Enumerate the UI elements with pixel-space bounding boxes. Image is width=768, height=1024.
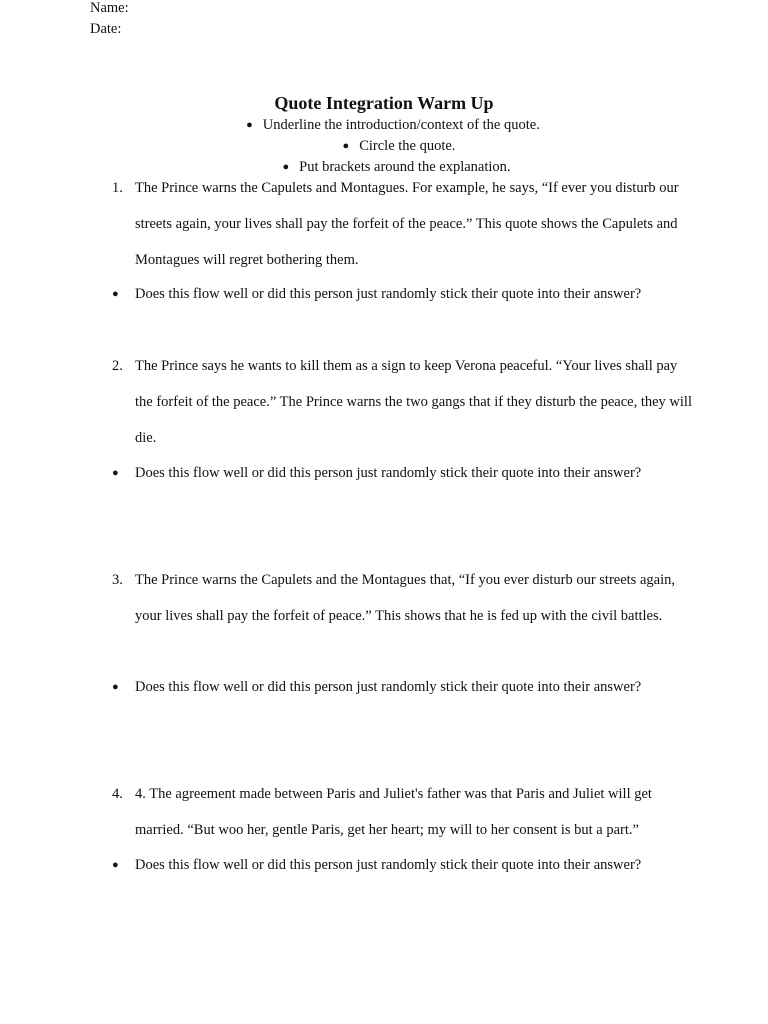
bullet-icon: ● (246, 119, 253, 131)
question-text: Does this flow well or did this person just randomly stick their quote into their answer? (135, 857, 642, 873)
item-text: The Prince says he wants to kill them as a sign to keep Verona peaceful. “Your lives shall pay the forfeit of the peace.” The Prince warns the two gangs that if they disturb the peace, they will die. (135, 358, 692, 446)
instruction-item (0, 136, 768, 156)
question-text: Does this flow well or did this person just randomly stick their quote into their answer? (135, 465, 642, 481)
numbered-item (112, 170, 692, 278)
question-line (112, 677, 712, 697)
item-text: The Prince warns the Capulets and the Montagues that, “If you ever disturb our streets again, your lives shall pay the forfeit of peace.” This shows that he is fed up with the civil battles. (135, 572, 675, 624)
question-text: Does this flow well or did this person just randomly stick their quote into their answer? (135, 286, 642, 302)
question-line (112, 463, 712, 483)
item-number: 1. (112, 180, 123, 196)
instruction-item (0, 115, 768, 135)
item-number: 3. (112, 572, 123, 588)
question-text: Does this flow well or did this person just randomly stick their quote into their answer? (135, 679, 642, 695)
item-text: The Prince warns the Capulets and Montagues. For example, he says, “If ever you disturb our streets again, your lives shall pay the forfeit of the peace.” This quote shows the Capulets and Montagues will regret bothering them. (135, 180, 679, 268)
bullet-icon: ● (112, 859, 119, 871)
item-number: 4. (112, 786, 123, 802)
item-number: 2. (112, 358, 123, 374)
date-label: Date: (90, 21, 122, 37)
question-line (112, 284, 712, 304)
instruction-text: Circle the quote. (359, 138, 456, 154)
instruction-text: Underline the introduction/context of the quote. (262, 117, 540, 133)
instruction-text: Put brackets around the explanation. (299, 159, 511, 175)
page-title: Quote Integration Warm Up (274, 93, 494, 113)
name-label: Name: (90, 0, 129, 16)
bullet-icon: ● (112, 288, 119, 300)
item-text: 4. The agreement made between Paris and Juliet's father was that Paris and Juliet will get married. “But woo her, gentle Paris, get her heart; my will to her consent is but a part.” (135, 786, 652, 838)
bullet-icon: ● (112, 467, 119, 479)
numbered-item (112, 776, 692, 848)
bullet-icon: ● (112, 681, 119, 693)
bullet-icon: ● (342, 140, 350, 152)
numbered-item (112, 562, 692, 634)
question-line (112, 855, 712, 875)
bullet-icon: ● (282, 161, 290, 173)
numbered-item (112, 348, 692, 456)
